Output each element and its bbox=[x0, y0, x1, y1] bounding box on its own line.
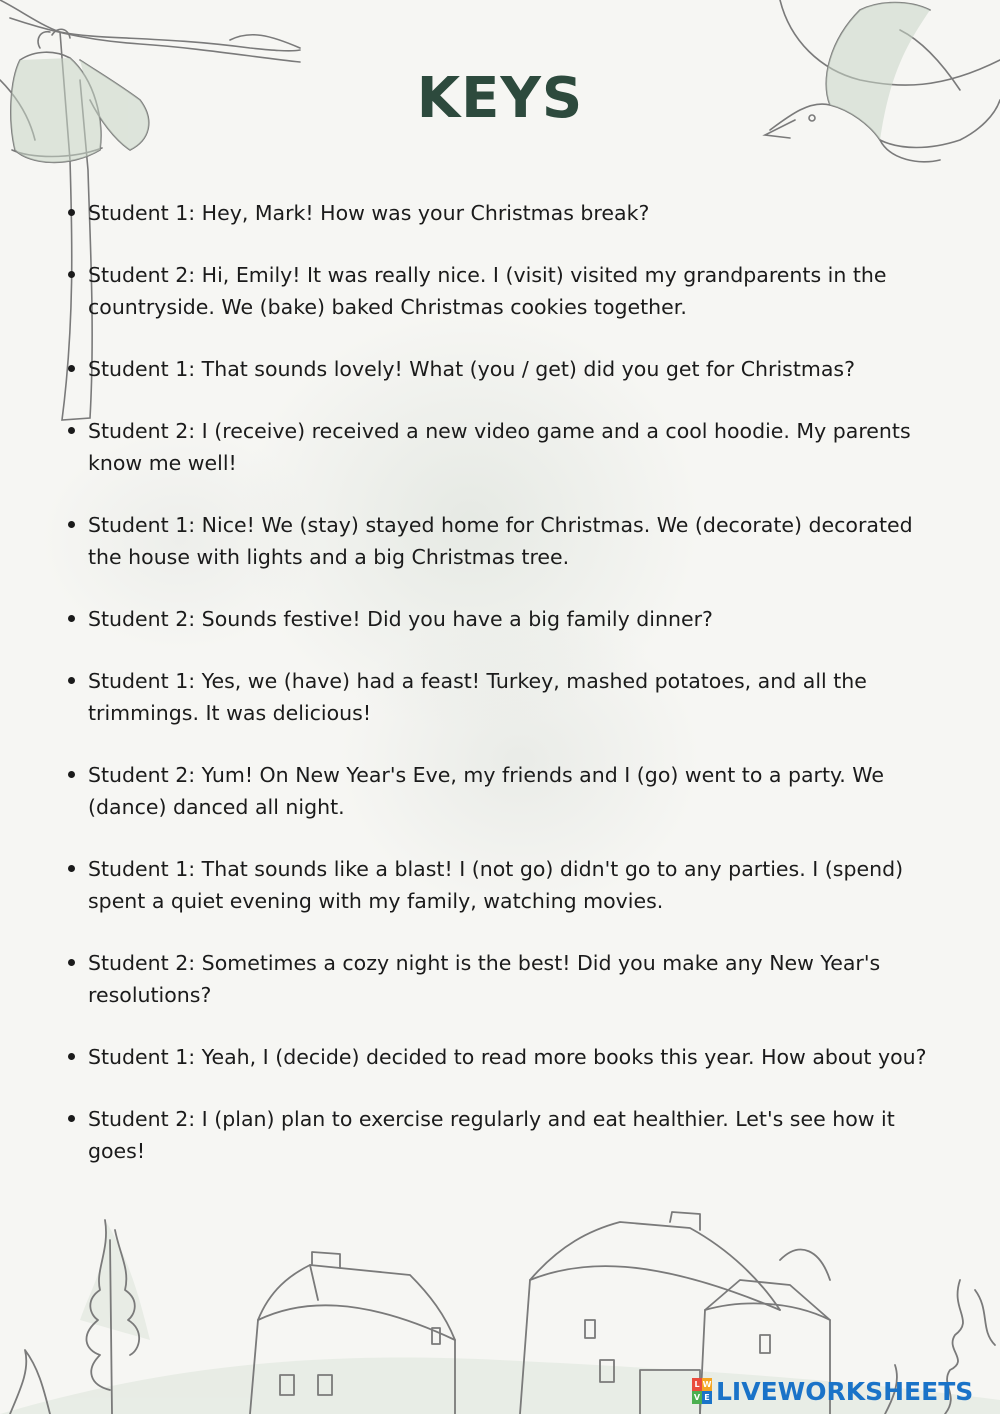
dialog-line bbox=[0, 353, 1000, 385]
dialog-list bbox=[0, 197, 1000, 1197]
logo-text: LIVEWORKSHEETS bbox=[716, 1376, 974, 1406]
logo-mark-letter: V bbox=[693, 1393, 701, 1402]
logo-mark-letter: E bbox=[702, 1391, 712, 1404]
bullet-icon bbox=[68, 771, 75, 778]
dialog-text: Student 1: Yes, we (have) had a feast! Turkey, mashed potatoes, and all the trimmings. It was delicious! bbox=[88, 669, 867, 725]
dialog-text: Student 1: Hey, Mark! How was your Christmas break? bbox=[88, 201, 650, 225]
dialog-line bbox=[0, 759, 1000, 823]
bullet-icon bbox=[68, 677, 75, 684]
page-title: KEYS bbox=[416, 66, 584, 131]
liveworksheets-logo-icon bbox=[692, 1378, 712, 1404]
bullet-icon bbox=[68, 959, 75, 966]
dialog-text: Student 1: Yeah, I (decide) decided to read more books this year. How about you? bbox=[88, 1045, 927, 1069]
dialog-text: Student 2: I (receive) received a new video game and a cool hoodie. My parents know me well! bbox=[88, 419, 911, 475]
dialog-line bbox=[0, 259, 1000, 323]
logo-mark-letter: W bbox=[702, 1380, 712, 1389]
bullet-icon bbox=[68, 427, 75, 434]
dialog-text: Student 2: Yum! On New Year's Eve, my friends and I (go) went to a party. We (dance) danced all night. bbox=[88, 763, 884, 819]
bullet-icon bbox=[68, 209, 75, 216]
dialog-text: Student 2: I (plan) plan to exercise regularly and eat healthier. Let's see how it goes! bbox=[88, 1107, 895, 1163]
bullet-icon bbox=[68, 615, 75, 622]
dialog-text: Student 1: That sounds like a blast! I (not go) didn't go to any parties. I (spend) spent a quiet evening with my family, watching movies. bbox=[88, 857, 904, 913]
bullet-icon bbox=[68, 365, 75, 372]
dialog-text: Student 2: Hi, Emily! It was really nice. I (visit) visited my grandparents in the countryside. We (bake) baked Christmas cookies together. bbox=[88, 263, 887, 319]
liveworksheets-logo[interactable] bbox=[692, 1374, 973, 1408]
dialog-line bbox=[0, 665, 1000, 729]
bullet-icon bbox=[68, 1053, 75, 1060]
bullet-icon bbox=[68, 271, 75, 278]
dialog-text: Student 2: Sometimes a cozy night is the best! Did you make any New Year's resolutions? bbox=[88, 951, 881, 1007]
bullet-icon bbox=[68, 521, 75, 528]
dialog-line bbox=[0, 853, 1000, 917]
bullet-icon bbox=[68, 865, 75, 872]
dialog-line bbox=[0, 603, 1000, 635]
dialog-text: Student 1: That sounds lovely! What (you / get) did you get for Christmas? bbox=[88, 357, 855, 381]
dialog-text: Student 1: Nice! We (stay) stayed home for Christmas. We (decorate) decorated the house with lights and a big Christmas tree. bbox=[88, 513, 913, 569]
logo-mark-letter: L bbox=[692, 1378, 702, 1391]
dialog-line bbox=[0, 415, 1000, 479]
dialog-line bbox=[0, 1041, 1000, 1073]
dialog-line bbox=[0, 1103, 1000, 1167]
bullet-icon bbox=[68, 1115, 75, 1122]
dialog-text: Student 2: Sounds festive! Did you have a big family dinner? bbox=[88, 607, 713, 631]
dialog-line bbox=[0, 509, 1000, 573]
dialog-line bbox=[0, 947, 1000, 1011]
dialog-line bbox=[0, 197, 1000, 229]
